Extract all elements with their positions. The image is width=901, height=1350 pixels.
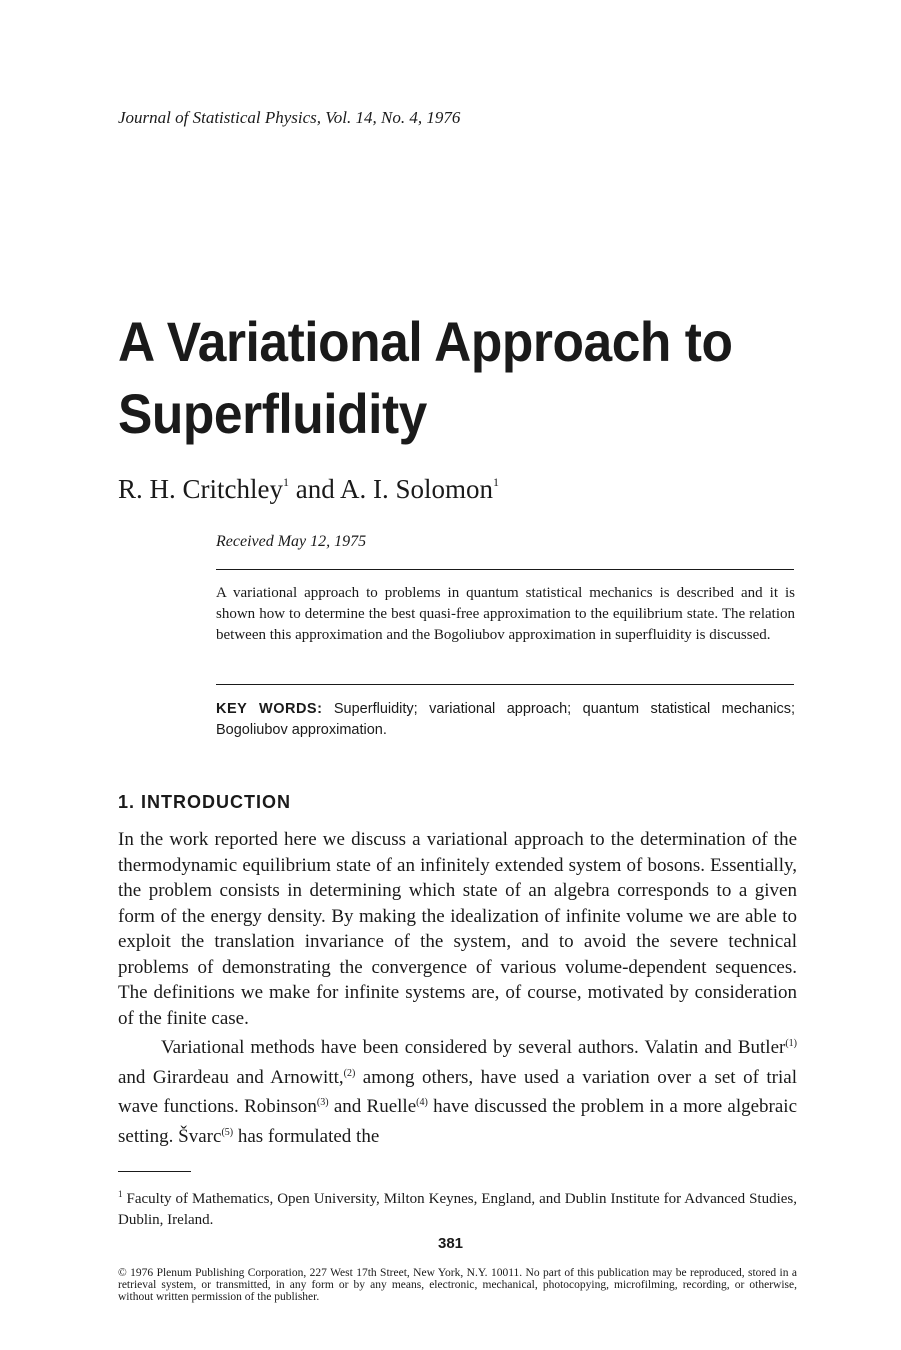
- footnote-rule: [118, 1171, 191, 1172]
- intro-text: has formulated the: [233, 1125, 380, 1147]
- intro-paragraph-2: [118, 1031, 797, 1149]
- paper-title: [118, 306, 762, 450]
- reference-2: (2): [343, 1067, 356, 1079]
- keywords-top-rule: [216, 684, 794, 685]
- author-conjunction: and: [288, 474, 340, 504]
- author-1: R. H. Critchley: [118, 474, 283, 504]
- abstract: A variational approach to problems in quantum statistical mechanics is described and it is shown how to determine the best quasi-free approximation to the equilibrium state. The relation between this approximation and the Bogoliubov approximation in superfluidity is discussed.: [216, 585, 795, 643]
- intro-text: and Ruelle: [328, 1096, 417, 1117]
- author-2-affiliation-mark: 1: [493, 475, 499, 489]
- keywords-label: KEY WORDS:: [216, 701, 323, 717]
- intro-paragraph-1: In the work reported here we discuss a variational approach to the determination of the thermodynamic equilibrium state of an infinitely extended system of bosons. Essentially, the problem consists in determining which state of an algebra corresponds to a given form of the energy density. By making the idealization of infinite volume we are able to exploit the translation invariance of the system, and to avoid the severe technical problems of demonstrating the convergence of various volume-dependent sequences. The definitions we make for infinite systems are, of course, motivated by consideration of the finite case.: [118, 829, 797, 1029]
- title-line-2: Superfluidity: [118, 382, 427, 445]
- keywords-text: Superfluidity; variational approach; quantum statistical mechanics; Bogoliubov approximation.: [216, 701, 795, 738]
- section-heading: 1. INTRODUCTION: [118, 792, 292, 812]
- intro-text: and Girardeau and Arnowitt,: [118, 1066, 344, 1088]
- page-number: 381: [437, 1235, 464, 1252]
- reference-1: (1): [785, 1038, 797, 1049]
- received-date: Received May 12, 1975: [216, 533, 367, 550]
- author-2: A. I. Solomon: [339, 474, 493, 504]
- keywords: [216, 699, 795, 741]
- reference-5: (5): [221, 1126, 234, 1138]
- introduction-body: [118, 827, 797, 1149]
- intro-text: have discussed the problem in a more algebraic setting. Švarc: [118, 1096, 798, 1147]
- footnote-text: Faculty of Mathematics, Open University, Milton Keynes, England, and Dublin Institute for Advanced Studies, Dublin, Ireland.: [118, 1191, 797, 1228]
- footnote: [118, 1184, 797, 1231]
- abstract-top-rule: [216, 569, 794, 570]
- title-line-1: A Variational Approach to: [118, 310, 733, 373]
- reference-4: (4): [416, 1097, 428, 1108]
- intro-text: Variational methods have been considered by several authors. Valatin and Butler: [161, 1037, 786, 1058]
- author-list: [118, 474, 499, 505]
- journal-citation: Journal of Statistical Physics, Vol. 14, No. 4, 1976: [118, 108, 461, 127]
- footnote-mark: 1: [118, 1189, 123, 1199]
- copyright-notice: © 1976 Plenum Publishing Corporation, 227 West 17th Street, New York, N.Y. 10011. No part of this publication may be reproduced, stored in a retrieval system, or transmitted, in any form or by any means, electronic, mechanical, photocopying, microfilming, recording, or otherwise, without written permission of the publisher.: [118, 1267, 797, 1303]
- author-1-affiliation-mark: 1: [282, 475, 289, 489]
- reference-3: (3): [316, 1097, 329, 1108]
- intro-text: among others, have used a variation over a set of trial wave functions. Robinson: [118, 1066, 797, 1117]
